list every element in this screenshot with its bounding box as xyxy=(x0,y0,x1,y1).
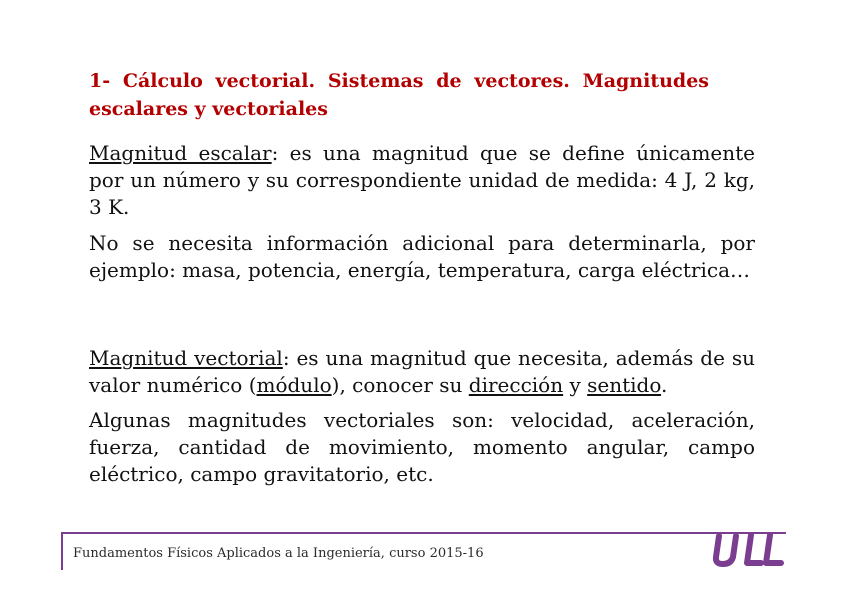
slide-title: 1- Cálculo vectorial. Sistemas de vectores. Magnitudes escalares y vectoriales xyxy=(89,70,709,120)
vectorial-definition-text-d: . xyxy=(661,373,668,397)
footer-divider-vertical xyxy=(61,532,63,570)
paragraph-vectorial-definition xyxy=(89,345,755,399)
vectorial-definition-text-a: : es una magnitud que necesita, además de su valor numérico ( xyxy=(89,346,755,397)
footer-course-text: Fundamentos Físicos Aplicados a la Ingeniería, curso 2015-16 xyxy=(73,546,484,561)
footer-divider xyxy=(61,532,786,534)
paragraph-escalar-definition xyxy=(89,140,755,221)
escalar-definition-text: : es una magnitud que se define únicamente por un número y su correspondiente unidad de medida: 4 J, 2 kg, 3 K. xyxy=(89,141,755,219)
ull-logo xyxy=(711,529,787,569)
vectorial-definition-text-c: y xyxy=(563,373,588,397)
term-sentido: sentido xyxy=(587,373,662,397)
paragraph-vectorial-examples: Algunas magnitudes vectoriales son: velocidad, aceleración, fuerza, cantidad de movimiento, momento angular, campo eléctrico, campo gravitatorio, etc. xyxy=(89,408,755,486)
term-modulo: módulo xyxy=(256,373,332,397)
paragraph-escalar-examples: No se necesita información adicional para determinarla, por ejemplo: masa, potencia, energía, temperatura, carga eléctrica… xyxy=(89,231,755,282)
term-magnitud-vectorial: Magnitud vectorial xyxy=(89,346,283,370)
term-magnitud-escalar: Magnitud escalar xyxy=(89,141,272,165)
vectorial-definition-text-b: ), conocer su xyxy=(331,373,469,397)
term-direccion: dirección xyxy=(468,373,564,397)
